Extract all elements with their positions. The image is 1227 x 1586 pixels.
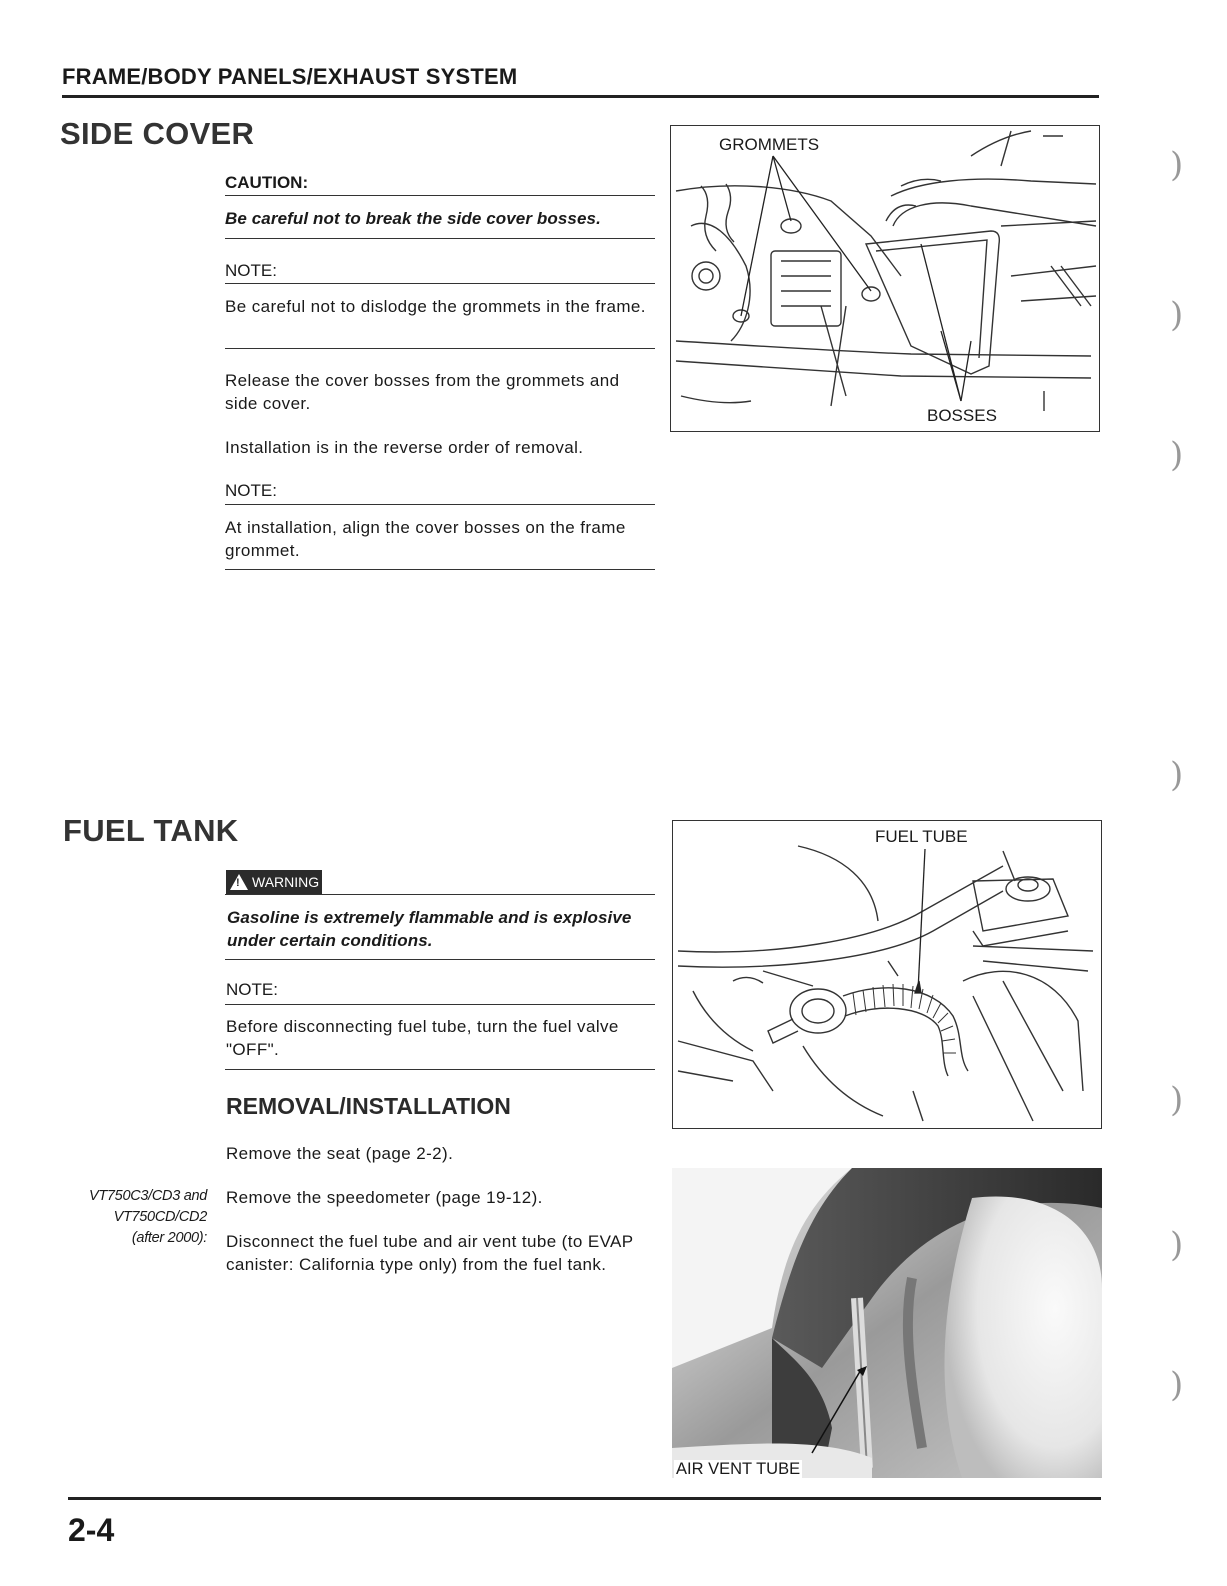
- binder-mark: ): [1170, 145, 1184, 185]
- side-note-line: VT750C3/CD3 and: [88, 1188, 207, 1204]
- section-header: FRAME/BODY PANELS/EXHAUST SYSTEM: [62, 64, 518, 89]
- note-label: NOTE:: [225, 481, 277, 500]
- page-number: 2-4: [68, 1512, 115, 1548]
- caution-end-rule: [225, 238, 655, 239]
- step-installation: Installation is in the reverse order of removal.: [225, 438, 584, 457]
- air-vent-tube-photo: [672, 1168, 1102, 1478]
- air-vent-tube-image: [672, 1168, 1102, 1478]
- warning-rule: [225, 894, 655, 895]
- note-end-rule: [225, 569, 655, 570]
- caution-rule: [225, 195, 655, 196]
- note-label: NOTE:: [226, 980, 278, 999]
- grommets-label: GROMMETS: [719, 135, 820, 154]
- step-remove-speedometer: Remove the speedometer (page 19-12).: [226, 1188, 543, 1207]
- binder-mark: ): [1170, 755, 1184, 795]
- note-rule: [225, 504, 655, 505]
- side-cover-illustration: [671, 126, 1099, 431]
- note-end-rule: [225, 348, 655, 349]
- warning-end-rule: [225, 959, 655, 960]
- model-side-note: [89, 1186, 207, 1249]
- binder-mark: ): [1170, 295, 1184, 335]
- note-rule: [225, 1004, 655, 1005]
- step-disconnect-tubes: Disconnect the fuel tube and air vent tube (to EVAP canister: California type only) from the fuel tank.: [226, 1232, 634, 1274]
- footer-rule: [68, 1497, 1101, 1500]
- note-text: Be careful not to dislodge the grommets in the frame.: [225, 297, 646, 316]
- warning-badge: [226, 870, 322, 894]
- side-cover-title: SIDE COVER: [60, 116, 255, 151]
- note-rule: [225, 283, 655, 284]
- header-rule: [62, 95, 1099, 98]
- bosses-label: BOSSES: [927, 406, 997, 425]
- binder-mark: ): [1170, 435, 1184, 475]
- binder-mark: ): [1170, 1080, 1184, 1120]
- side-note-line: VT750CD/CD2: [113, 1209, 207, 1225]
- step-release-bosses: Release the cover bosses from the grommets and side cover.: [225, 371, 620, 413]
- binder-mark: ): [1170, 1225, 1184, 1265]
- note-text: At installation, align the cover bosses on the frame grommet.: [225, 518, 626, 560]
- fuel-tube-figure: [672, 820, 1102, 1129]
- note-label: NOTE:: [225, 261, 277, 280]
- note-end-rule: [225, 1069, 655, 1070]
- warning-icon: !: [230, 874, 248, 890]
- fuel-tube-illustration: [673, 821, 1101, 1128]
- side-cover-figure: [670, 125, 1100, 432]
- step-remove-seat: Remove the seat (page 2-2).: [226, 1144, 454, 1163]
- caution-text: Be careful not to break the side cover bosses.: [225, 209, 601, 228]
- side-note-line: (after 2000):: [131, 1230, 207, 1246]
- removal-installation-heading: REMOVAL/INSTALLATION: [226, 1093, 511, 1119]
- fuel-tank-title: FUEL TANK: [63, 813, 239, 848]
- fuel-tube-label: FUEL TUBE: [875, 827, 968, 846]
- warning-label: WARNING: [252, 874, 320, 890]
- note-text: Before disconnecting fuel tube, turn the fuel valve "OFF".: [226, 1017, 619, 1059]
- caution-label: CAUTION:: [225, 173, 309, 192]
- air-vent-tube-label: AIR VENT TUBE: [676, 1460, 801, 1478]
- binder-mark: ): [1170, 1365, 1184, 1405]
- warning-text: Gasoline is extremely flammable and is explosive under certain conditions.: [227, 908, 632, 950]
